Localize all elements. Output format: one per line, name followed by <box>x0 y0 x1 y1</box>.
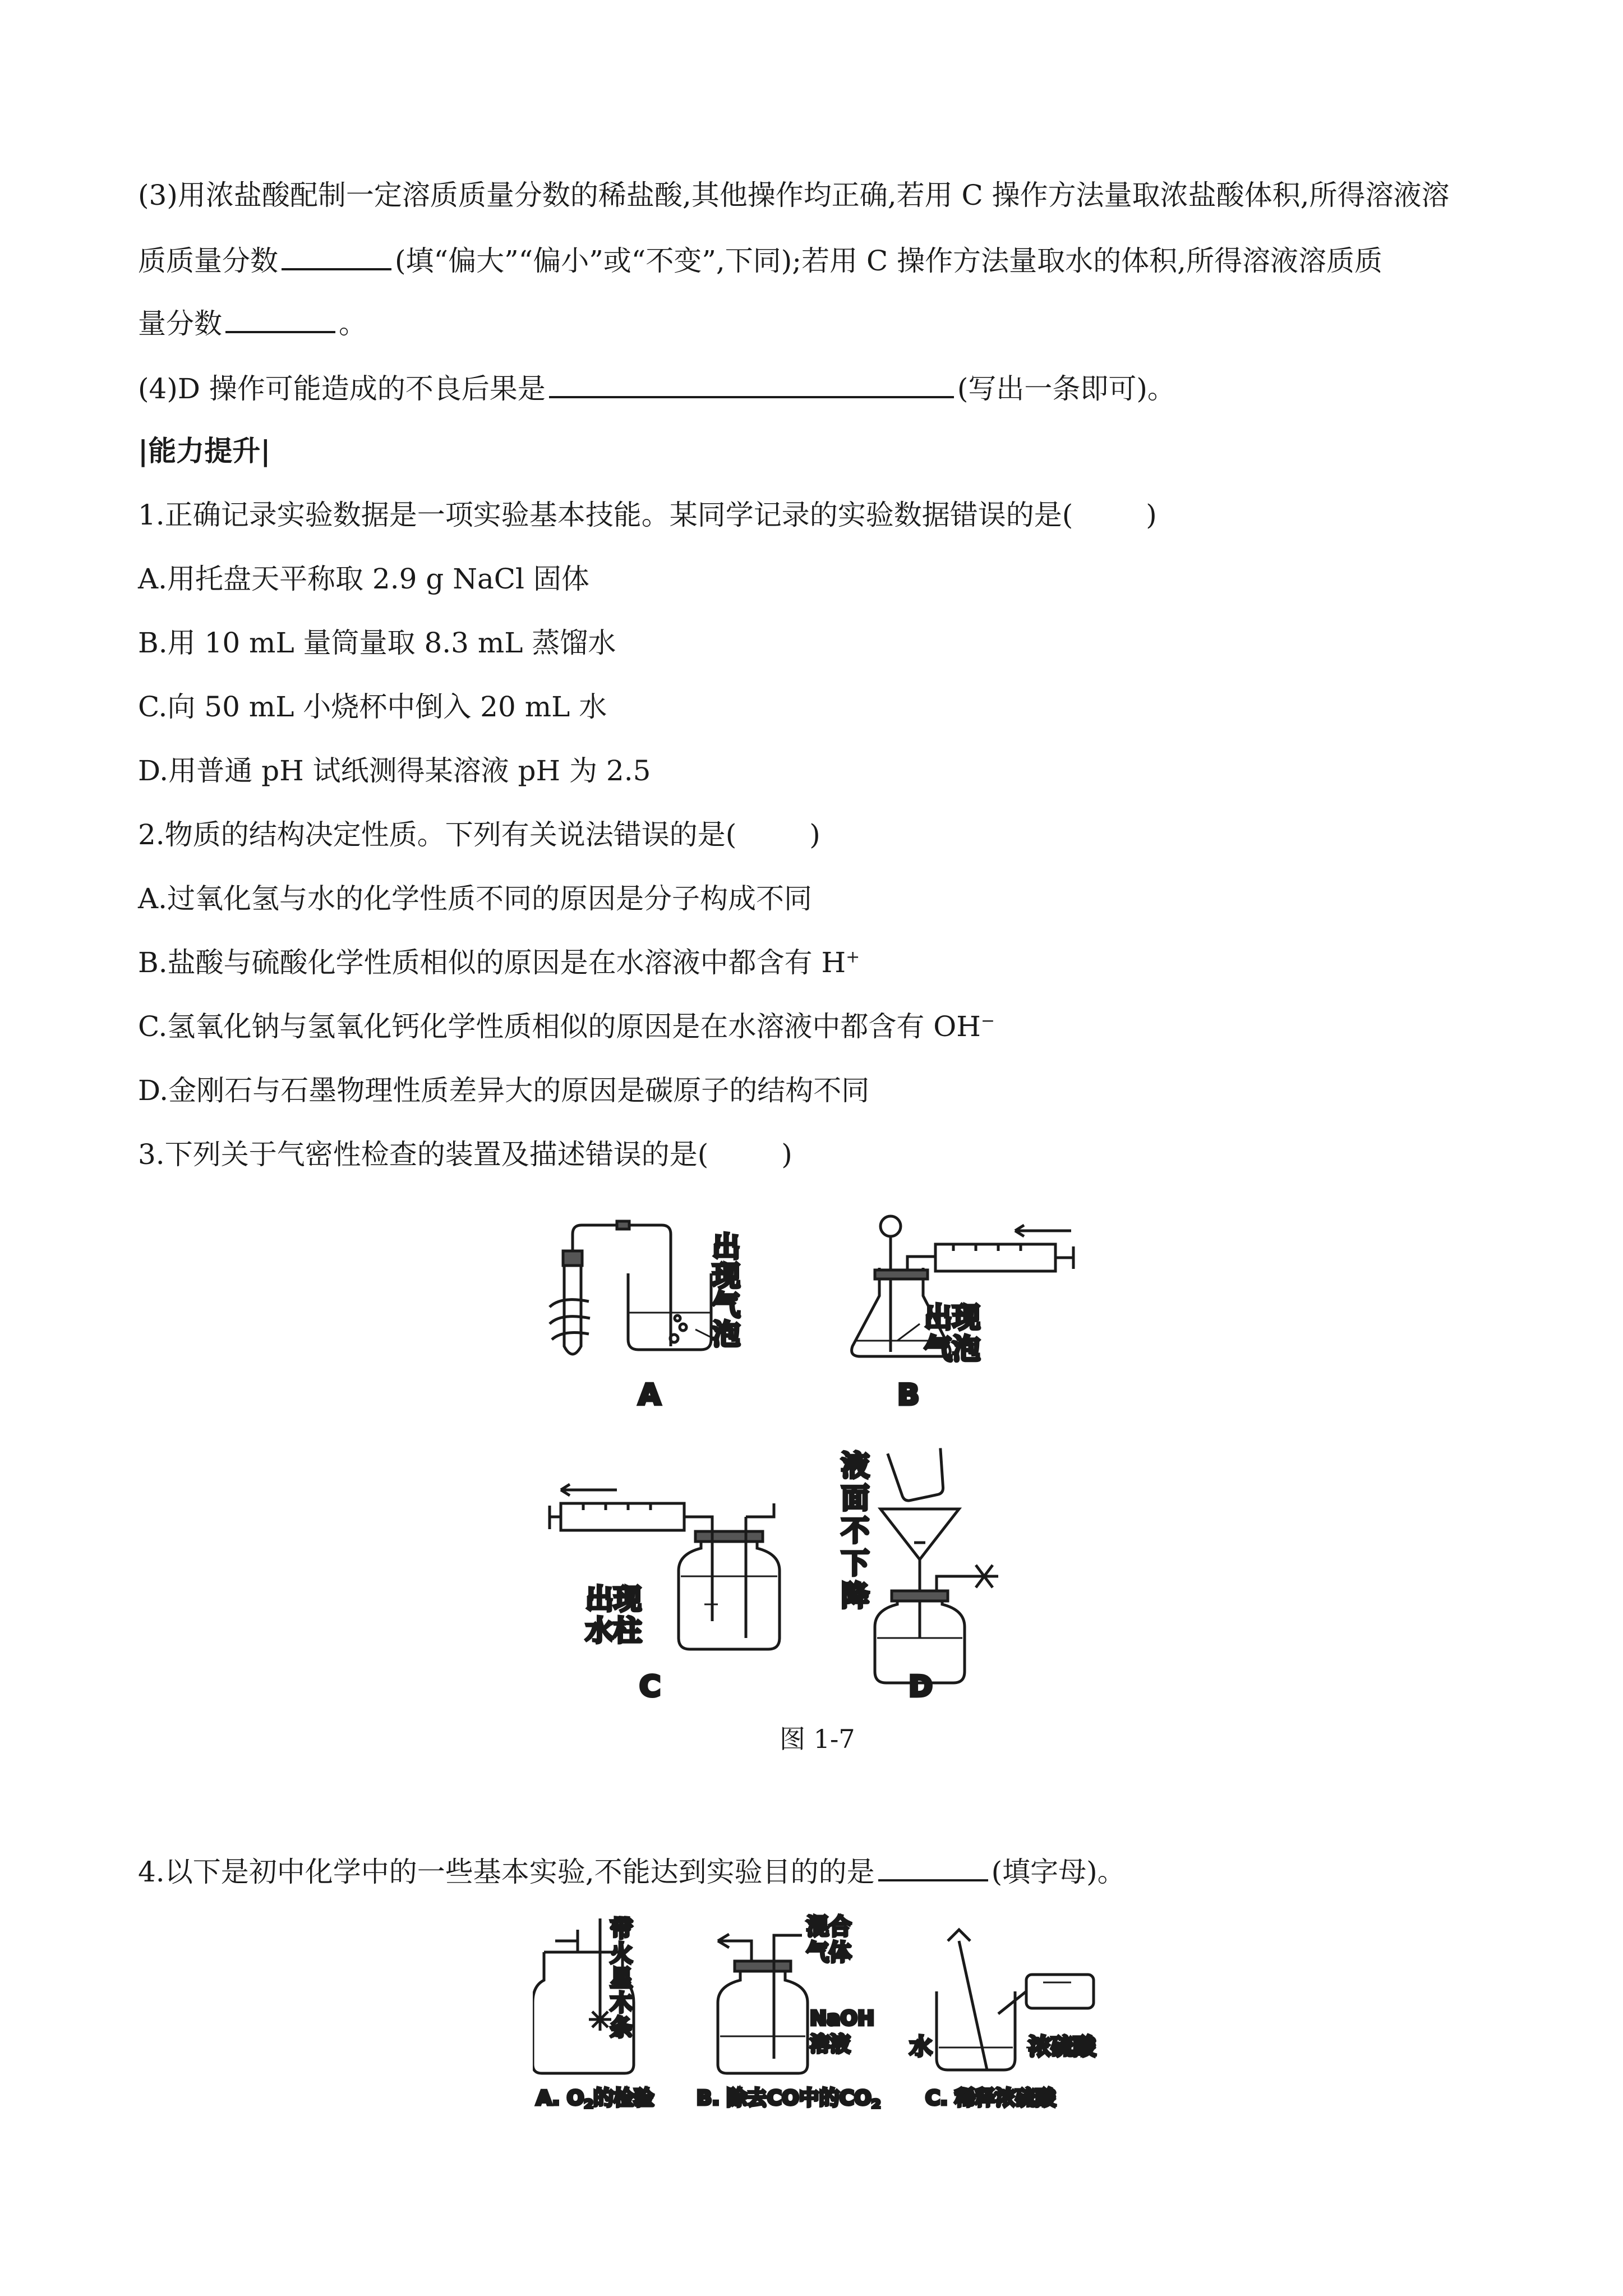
q4-c-acid: 浓硫酸 <box>1029 2034 1096 2060</box>
q4-part-text-b: (写出一条即可)。 <box>957 372 1175 405</box>
note-c-1: 出现 <box>585 1583 642 1616</box>
q2-option-c <box>138 1010 995 1043</box>
answer-blank[interactable] <box>549 370 954 398</box>
q4-b-liquid-2: 溶液 <box>810 2033 851 2056</box>
note-d-5: 降 <box>841 1580 869 1612</box>
figure-q4 <box>533 1907 1127 2109</box>
figure-1-7 <box>527 1212 1133 1705</box>
q1-close: ) <box>1146 499 1157 531</box>
section-title: |能力提升| <box>138 434 271 467</box>
label-a: A <box>638 1378 661 1412</box>
q3-line2-text-a: 质质量分数 <box>138 245 278 277</box>
q4-b-note-1: 混合 <box>806 1914 851 1940</box>
q4-c-caption: C. 稀释浓硫酸 <box>925 2087 1056 2109</box>
q1-option-d: D.用普通 pH 试纸测得某溶液 pH 为 2.5 <box>138 754 651 787</box>
q1-option-a: A.用托盘天平称取 2.9 g NaCl 固体 <box>138 563 589 595</box>
q2-stem <box>138 818 820 852</box>
apparatus-d <box>875 1443 998 1683</box>
q4-c-water: 水 <box>910 2034 932 2060</box>
q2-option-c-text: C.氢氧化钠与氢氧化钙化学性质相似的原因是在水溶液中都含有 OH <box>138 1010 981 1043</box>
q3b-close: ) <box>781 1138 792 1171</box>
note-b-2: 气泡 <box>924 1333 980 1365</box>
q2-stem-text: 2.物质的结构决定性质。下列有关说法错误的是( <box>138 818 737 851</box>
superscript: − <box>980 1011 995 1031</box>
q4-a-note-4: 木 <box>610 1990 633 2016</box>
label-d: D <box>909 1670 933 1704</box>
q1-stem-text: 1.正确记录实验数据是一项实验基本技能。某同学记录的实验数据错误的是( <box>138 499 1073 531</box>
q2-close: ) <box>809 818 820 851</box>
q4-a-note-3: 星 <box>610 1966 633 1991</box>
q3-line3 <box>138 305 367 341</box>
q4-part-line <box>138 370 1175 406</box>
q3-line2 <box>138 242 1382 278</box>
note-b-1: 出现 <box>924 1301 980 1334</box>
q4-a-note-5: 条 <box>610 2015 633 2041</box>
q3-line3-text-a: 量分数 <box>138 307 222 340</box>
q3-line1 <box>138 178 1450 212</box>
q4-stem-text-b: (填字母)。 <box>991 1856 1126 1888</box>
note-d-4: 下 <box>841 1547 869 1580</box>
q2-option-d: D.金刚石与石墨物理性质差异大的原因是碳原子的结构不同 <box>138 1074 870 1107</box>
q1-option-b: B.用 10 mL 量筒量取 8.3 mL 蒸馏水 <box>138 627 616 659</box>
q2-option-b <box>138 946 860 979</box>
note-d-3: 不 <box>841 1515 869 1547</box>
q4-a-note-1: 带 <box>610 1916 633 1942</box>
apparatus-c <box>550 1484 780 1649</box>
note-d-2: 面 <box>841 1482 869 1515</box>
label-b: B <box>897 1378 920 1412</box>
answer-blank[interactable] <box>225 305 335 333</box>
note-a-3: 气 <box>712 1289 740 1322</box>
q4-b-note-2: 气体 <box>806 1940 851 1966</box>
note-a-1: 出 <box>712 1231 740 1263</box>
apparatus-a <box>550 1221 718 1354</box>
note-a-2: 现 <box>712 1260 740 1292</box>
q3b-stem <box>138 1138 792 1171</box>
q1-stem <box>138 498 1157 532</box>
note-a-4: 泡 <box>712 1318 740 1351</box>
q2-option-b-text: B.盐酸与硫酸化学性质相似的原因是在水溶液中都含有 H <box>138 946 846 979</box>
q3-line3-text-b: 。 <box>339 307 367 340</box>
q3-line1-text: (3)用浓盐酸配制一定溶质质量分数的稀盐酸,其他操作均正确,若用 C 操作方法量取浓盐酸体积,所得溶液溶 <box>138 179 1450 211</box>
q4-stem-text-a: 4.以下是初中化学中的一些基本实验,不能达到实验目的的是 <box>138 1856 875 1888</box>
note-d-1: 液 <box>841 1450 869 1482</box>
q4-b-caption: B. 除去CO中的$CO_2$ <box>697 2087 881 2109</box>
q4-a-caption: A. $O_2$的检验 <box>536 2087 654 2109</box>
q4-part-text-a: (4)D 操作可能造成的不良后果是 <box>138 372 546 405</box>
q4-a-note-2: 火 <box>610 1941 633 1967</box>
label-c: C <box>639 1670 661 1704</box>
q2-option-a: A.过氧化氢与水的化学性质不同的原因是分子构成不同 <box>138 882 813 915</box>
q3-line2-text-b: (填“偏大”“偏小”或“不变”,下同);若用 C 操作方法量取水的体积,所得溶液溶质质 <box>395 245 1383 277</box>
q3b-stem-text: 3.下列关于气密性检查的装置及描述错误的是( <box>138 1138 709 1171</box>
q1-option-c: C.向 50 mL 小烧杯中倒入 20 mL 水 <box>138 691 607 723</box>
q4-stem <box>138 1853 1126 1889</box>
note-c-2: 水柱 <box>585 1614 642 1647</box>
figure-caption: 图 1-7 <box>780 1724 855 1754</box>
q4-b-liquid-1: NaOH <box>810 2007 875 2030</box>
answer-blank[interactable] <box>878 1853 988 1881</box>
superscript: + <box>846 947 860 967</box>
answer-blank[interactable] <box>282 242 391 270</box>
